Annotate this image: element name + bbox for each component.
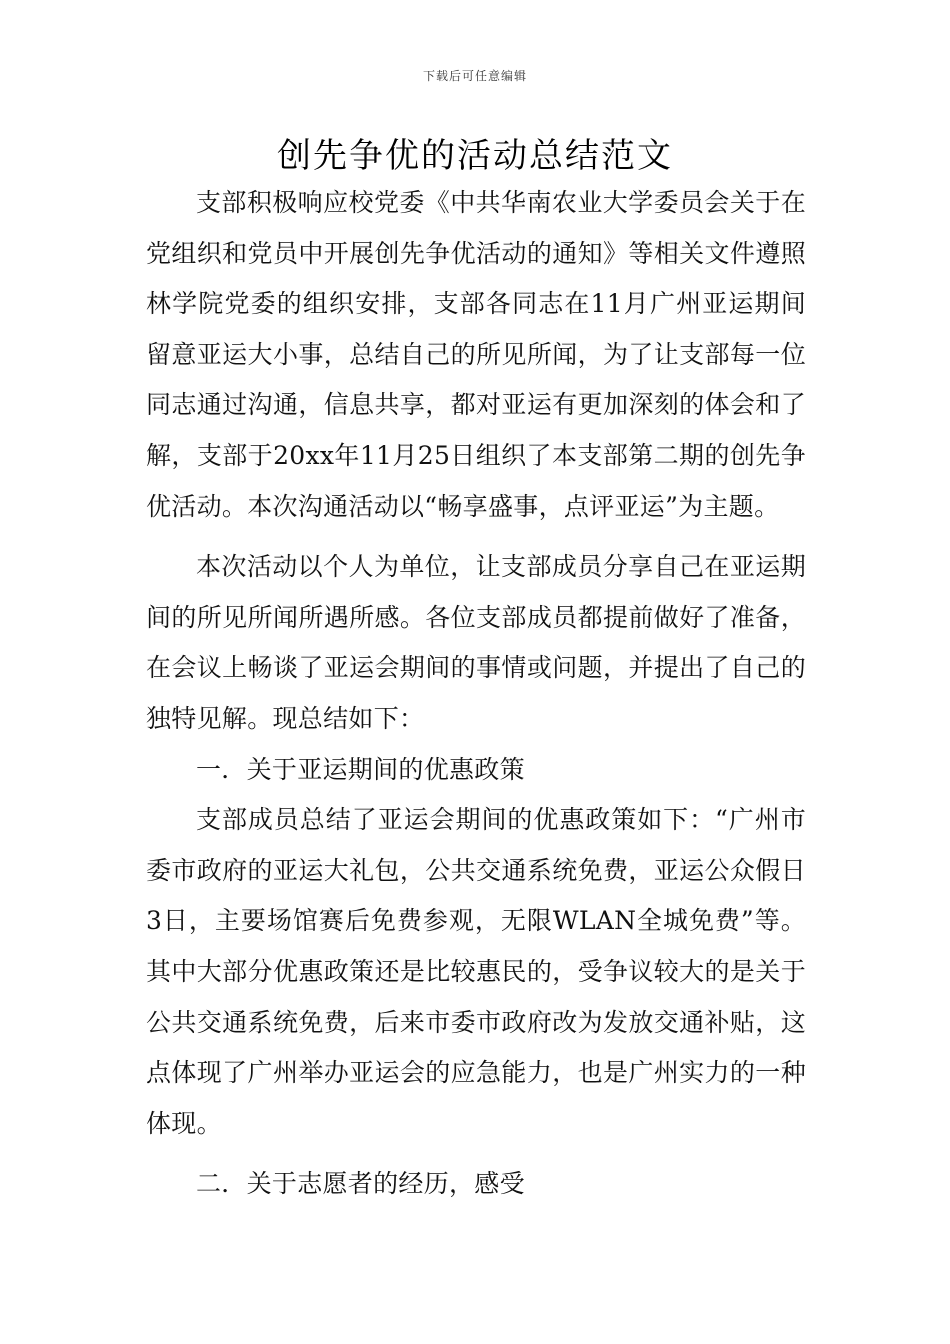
document-title: 创先争优的活动总结范文 (277, 136, 673, 176)
paragraph-activity: 本次活动以个人为单位，让支部成员分享自己在亚运期间的所见所闻所遇所感。各位支部成员都提前做好了准备，在会议上畅谈了亚运会期间的事情或问题，并提出了自己的独特见解。现总结如下： (146, 552, 806, 733)
paragraph-intro: 支部积极响应校党委《中共华南农业大学委员会关于在党组织和党员中开展创先争优活动的通知》等相关文件遵照林学院党委的组织安排，支部各同志在11月广州亚运期间留意亚运大小事，总结自己的所见所闻，为了让支部每一位同志通过沟通，信息共享，都对亚运有更加深刻的体会和了解，支部于20xx年11月25日组织了本支部第二期的创先争优活动。本次沟通活动以“畅享盛事，点评亚运”为主题。 (146, 188, 806, 521)
section-heading-policies: 一．关于亚运期间的优惠政策 (196, 754, 525, 784)
page-header-note: 下载后可任意编辑 (422, 69, 527, 83)
section-heading-volunteers: 二．关于志愿者的经历，感受 (196, 1169, 525, 1199)
paragraph-policies: 支部成员总结了亚运会期间的优惠政策如下：“广州市委市政府的亚运大礼包，公共交通系统免费，亚运公众假日3日，主要场馆赛后免费参观，无限WLAN全城免费”等。其中大部分优惠政策还是比较惠民的，受争议较大的是关于公共交通系统免费，后来市委市政府改为发放交通补贴，这点体现了广州举办亚运会的应急能力，也是广州实力的一种体现。 (146, 805, 806, 1138)
document-body (146, 178, 806, 1210)
